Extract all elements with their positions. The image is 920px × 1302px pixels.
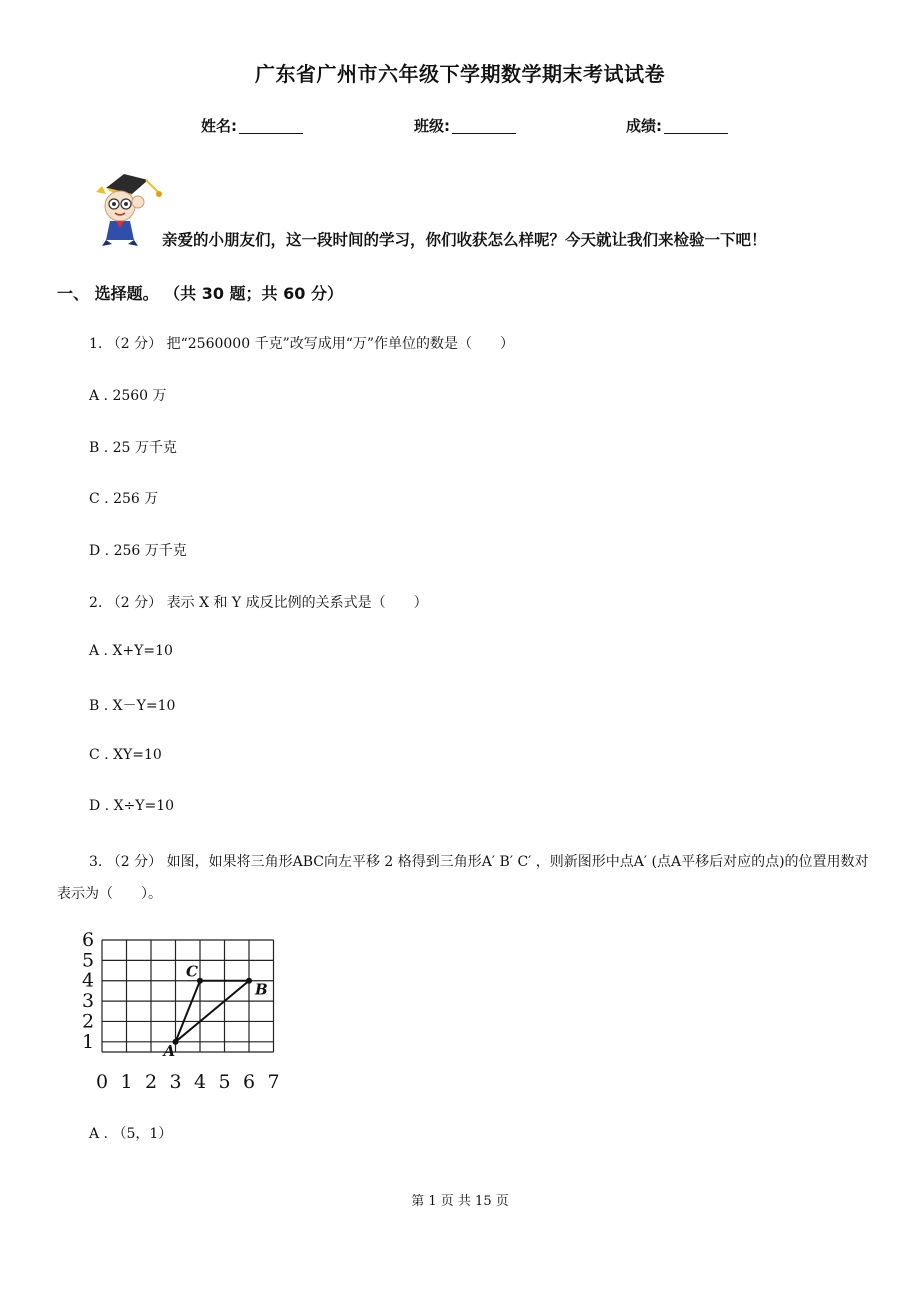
name-label: 姓名: [201, 117, 237, 135]
question-1-option-b: B . 25 万千克 [89, 440, 177, 456]
x-tick-label: 7 [267, 1071, 280, 1093]
coordinate-grid-figure [82, 928, 288, 1094]
y-tick-label: 2 [82, 1010, 95, 1033]
question-1-option-d: D . 256 万千克 [89, 543, 187, 559]
triangle-abc [176, 981, 250, 1042]
question-3-stem: 3. （2 分） 如图，如果将三角形ABC向左平移 2 格得到三角形A′ B′ C′ ，则新图形中点A′ (点A平移后对应的点)的位置用数对表示为（ ）。 [57, 854, 869, 902]
x-tick-label: 0 [95, 1071, 109, 1093]
x-tick-label: 4 [193, 1071, 207, 1093]
x-tick-label: 1 [120, 1071, 133, 1093]
point-a-label: A [163, 1041, 176, 1060]
question-1-option-c: C . 256 万 [89, 491, 159, 507]
question-2-option-b: B . X－Y=10 [89, 698, 176, 714]
class-field [414, 115, 516, 136]
point-b-dot [246, 978, 252, 984]
page-title: 广东省广州市六年级下学期数学期末考试试卷 [255, 62, 665, 86]
question-3-option-a: A . （5，1） [89, 1126, 173, 1142]
page-footer: 第 1 页 共 15 页 [411, 1194, 509, 1209]
score-label: 成绩: [626, 117, 662, 135]
x-tick-label: 6 [242, 1071, 256, 1093]
question-2-option-a: A . X+Y=10 [89, 643, 173, 659]
y-tick-label: 3 [82, 990, 95, 1013]
question-2-option-d: D . X÷Y=10 [89, 798, 175, 814]
question-2-stem: 2. （2 分） 表示 X 和 Y 成反比例的关系式是（ ） [89, 595, 428, 611]
name-blank [239, 119, 303, 134]
point-b-label: B [255, 980, 268, 999]
point-c-label: C [186, 962, 198, 981]
class-blank [452, 119, 516, 134]
x-tick-label: 2 [144, 1071, 158, 1093]
y-tick-label: 6 [82, 929, 95, 951]
name-field [201, 115, 303, 136]
x-tick-label: 5 [218, 1071, 231, 1093]
score-field [626, 115, 728, 136]
mascot-doctor-icon [88, 166, 166, 246]
section-heading: 一、 选择题。 （共 30 题；共 60 分） [57, 284, 343, 303]
greeting-text: 亲爱的小朋友们，这一段时间的学习，你们收获怎么样呢？今天就让我们来检验一下吧！ [162, 231, 767, 249]
score-blank [664, 119, 728, 134]
question-1-stem: 1. （2 分） 把“2560000 千克”改写成用“万”作单位的数是（ ） [89, 336, 515, 352]
x-tick-label: 3 [169, 1071, 182, 1093]
class-label: 班级: [414, 117, 450, 135]
y-tick-label: 4 [82, 969, 95, 992]
y-tick-label: 5 [82, 949, 95, 972]
y-tick-label: 1 [82, 1030, 95, 1053]
question-2-option-c: C . XY=10 [89, 747, 162, 763]
question-1-option-a: A . 2560 万 [89, 388, 167, 404]
